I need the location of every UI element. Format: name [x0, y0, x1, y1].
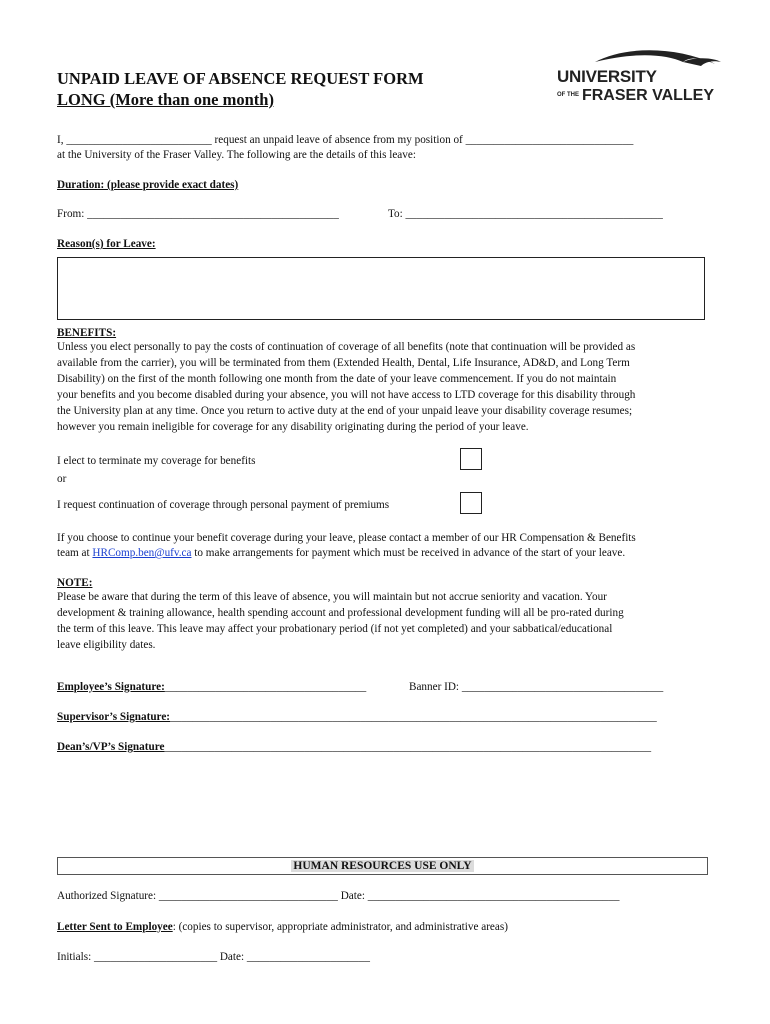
contact-prefix: team at: [57, 547, 93, 559]
hr-use-only-bar: [57, 857, 708, 875]
reason-textbox[interactable]: [57, 257, 705, 320]
contact-line-2: [57, 545, 625, 561]
from-date-field[interactable]: From: _____________________________________________: [57, 208, 339, 220]
hr-email-link[interactable]: HRComp.ben@ufv.ca: [92, 547, 192, 559]
terminate-coverage-checkbox[interactable]: [460, 448, 482, 470]
supervisor-signature-row: [57, 709, 707, 725]
title-line-1: UNPAID LEAVE OF ABSENCE REQUEST FORM: [57, 69, 424, 88]
hr-authorized-signature-field[interactable]: Authorized Signature: ________________________________ Date: _____________________________________________: [57, 890, 620, 902]
note-line: Please be aware that during the term of this leave of absence, you will maintain but not accrue seniority and vacation. Your: [57, 591, 607, 603]
intro-line-2: at the University of the Fraser Valley. The following are the details of this leave:: [57, 149, 416, 161]
contact-suffix: to make arrangements for payment which must be received in advance of the start of your leave.: [191, 547, 626, 559]
to-date-field[interactable]: To: ______________________________________________: [388, 208, 663, 220]
employee-signature-field[interactable]: ____________________________________: [164, 681, 367, 693]
supervisor-signature-label: Supervisor’s Signature:: [57, 711, 171, 723]
intro-line-1: I, __________________________ request an unpaid leave of absence from my position of ______________________________: [57, 134, 634, 146]
dean-signature-row: [57, 739, 707, 755]
logo-ofthe-text: OF THE: [557, 92, 579, 98]
note-line: development & training allowance, health spending account and professional development funding will all be pro-rated during: [57, 607, 624, 619]
note-heading: NOTE:: [57, 577, 93, 589]
benefits-paragraph: [57, 339, 717, 435]
reason-heading: Reason(s) for Leave:: [57, 238, 156, 250]
benefits-line: Unless you elect personally to pay the costs of continuation of coverage of all benefits (note that continuation will be provided as: [57, 341, 636, 353]
note-paragraph: [57, 589, 717, 653]
option-continue-label: I request continuation of coverage through personal payment of premiums: [57, 499, 390, 511]
logo-university-text: UNIVERSITY: [557, 67, 657, 86]
letter-sent-row: [57, 919, 508, 935]
duration-heading: Duration: (please provide exact dates): [57, 179, 239, 191]
contact-line-1: If you choose to continue your benefit coverage during your leave, please contact a member of our HR Compensation & Benefits: [57, 532, 636, 544]
or-label: or: [57, 473, 67, 485]
employee-signature-row: [57, 679, 366, 695]
option-terminate-label: I elect to terminate my coverage for benefits: [57, 455, 256, 467]
university-logo: [555, 48, 723, 104]
benefits-line: your benefits and you become disabled during your absence, you will not have access to LTD coverage for this disability through: [57, 389, 636, 401]
note-line: the term of this leave. This leave may affect your probationary period (if not yet completed) and your sabbatical/educational: [57, 623, 613, 635]
continue-coverage-checkbox[interactable]: [460, 492, 482, 514]
dean-signature-label: Dean’s/VP’s Signature: [57, 741, 165, 753]
benefits-heading: BENEFITS:: [57, 327, 117, 339]
benefits-line: however you remain ineligible for coverage for any disability originating during the period of your leave.: [57, 421, 529, 433]
note-line: leave eligibility dates.: [57, 639, 156, 651]
letter-sent-note: : (copies to supervisor, appropriate administrator, and administrative areas): [172, 921, 508, 933]
logo-fraser-text: FRASER VALLEY: [582, 87, 714, 104]
benefits-line: available from the carrier), you will be terminated from them (Extended Health, Dental, Life Insurance, AD&D, and Long Term: [57, 357, 630, 369]
dean-signature-field[interactable]: _______________________________________________________________________________________: [164, 741, 652, 753]
employee-signature-label: Employee’s Signature:: [57, 681, 165, 693]
benefits-line: the University plan at any time. Once you return to active duty at the end of your unpaid leave your disability coverage resumes;: [57, 405, 633, 417]
hr-initials-date-field[interactable]: Initials: ______________________ Date: ______________________: [57, 951, 370, 963]
form-title: [57, 68, 424, 110]
banner-id-field[interactable]: Banner ID: ____________________________________: [409, 681, 664, 693]
letter-sent-label: Letter Sent to Employee: [57, 921, 173, 933]
benefits-line: Disability) on the first of the month following one month from the date of your leave commencement. If you do not maintain: [57, 373, 617, 385]
supervisor-signature-field[interactable]: _______________________________________________________________________________________: [170, 711, 657, 723]
hr-use-only-title: HUMAN RESOURCES USE ONLY: [293, 860, 472, 872]
title-line-2: LONG (More than one month): [57, 90, 274, 109]
